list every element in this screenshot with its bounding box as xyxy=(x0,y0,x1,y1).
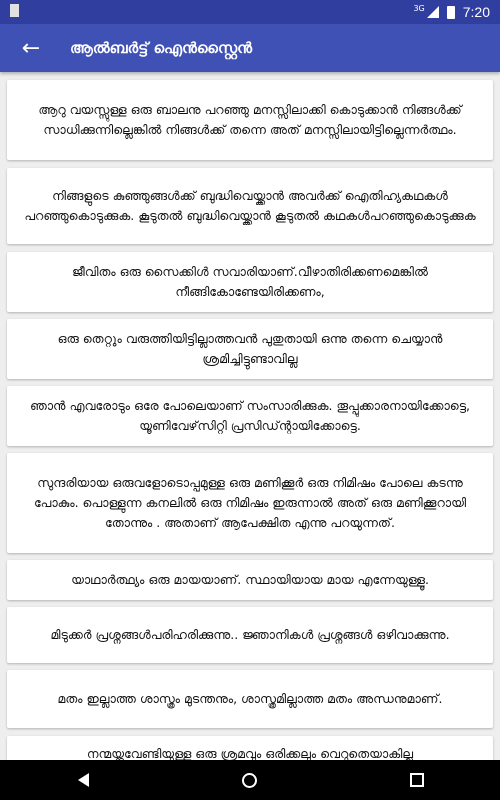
quote-card[interactable] xyxy=(7,453,493,553)
quote-card[interactable] xyxy=(7,80,493,160)
quote-text: നിങ്ങളുടെ കുഞ്ഞുങ്ങൾക്ക് ബുദ്ധിവെയ്ക്കാൻ അവർക്ക് ഐതിഹ്യകഥകൾ പറഞ്ഞുകൊടുക്കുക. കൂടുതൽ ബുദ്ധിവെയ്ക്കാൻ കൂടുതൽ കഥകൾപറഞ്ഞുകൊടുക്കുക xyxy=(24,188,476,223)
quote-text: യാഥാർത്ഥ്യം ഒരു മായയാണ്. സ്ഥായിയായ മായ എന്നേയുള്ളൂ. xyxy=(71,572,429,587)
recents-nav-button[interactable] xyxy=(397,760,437,800)
clock: 7:20 xyxy=(462,4,490,20)
quote-card[interactable] xyxy=(7,252,493,312)
quote-card[interactable] xyxy=(7,168,493,244)
quote-card[interactable] xyxy=(7,607,493,663)
quote-text: മതം ഇല്ലാത്ത ശാസ്ത്രം മുടന്തനും, ശാസ്ത്രമില്ലാത്ത മതം അന്ധനുമാണ്. xyxy=(57,691,443,706)
navigation-bar xyxy=(0,760,500,800)
quote-card[interactable] xyxy=(7,736,493,760)
quote-card[interactable] xyxy=(7,319,493,379)
sd-card-icon xyxy=(10,4,19,17)
back-triangle-icon xyxy=(78,773,89,787)
status-bar xyxy=(0,0,500,24)
network-type: 3G xyxy=(413,3,425,13)
battery-icon xyxy=(447,6,455,19)
signal-icon xyxy=(427,6,439,18)
page-title: ആൽബർട്ട് ഐൻസ്റ്റൈൻ xyxy=(70,39,253,57)
quote-text: ആറു വയസ്സുള്ള ഒരു ബാലനു പറഞ്ഞു മനസ്സിലാക്കി കൊടുക്കാൻ നിങ്ങൾക്ക് സാധിക്കുന്നില്ലെങ്കിൽ നിങ്ങൾക്ക് തന്നെ അത് മനസ്സിലായിട്ടില്ലെന്നർത്ഥം. xyxy=(38,102,462,137)
quote-card[interactable] xyxy=(7,560,493,600)
arrow-left-icon[interactable]: ← xyxy=(21,35,41,61)
home-nav-button[interactable] xyxy=(230,760,270,800)
home-circle-icon xyxy=(242,773,257,788)
quote-list[interactable] xyxy=(0,72,500,760)
quote-text: ജീവിതം ഒരു സൈക്കിൾ സവാരിയാണ്.വീഴാതിരിക്കണമെങ്കിൽ നീങ്ങികോണ്ടേയിരിക്കണം, xyxy=(72,264,428,299)
quote-text: ഞാൻ എവരോടും ഒരേ പോലെയാണ് സംസാരിക്കുക. തൂപ്പുക്കാരനായിക്കോട്ടെ, യൂണിവേഴ്‌സിറ്റി പ്രസിഡ്ന്റായിക്കോട്ടെ. xyxy=(29,398,471,433)
quote-text: സുന്ദരിയായ ഒരുവളോടൊപ്പമുള്ള ഒരു മണിക്കൂർ ഒരു നിമിഷം പോലെ കടന്നു പോകും. പൊള്ളുന്ന കനലിൽ ഒരു നിമിഷം ഇരുന്നാൽ അത് ഒരു മണിക്കൂറായി തോന്നും . അതാണ് ആപേക്ഷിത എന്നു പറയുന്നത്. xyxy=(33,475,467,530)
quote-text: നന്മയ്ക്കുവേണ്ടിയുള്ള ഒരു ശ്രമവും ഒരിക്കലും വെറുതെയാകില്ല xyxy=(86,746,414,760)
app-bar xyxy=(0,24,500,72)
back-nav-button[interactable] xyxy=(63,760,103,800)
quote-card[interactable] xyxy=(7,670,493,728)
recents-square-icon xyxy=(410,773,424,787)
quote-card[interactable] xyxy=(7,386,493,446)
quote-text: ഒരു തെറ്റും വരുത്തിയിട്ടില്ലാത്തവൻ പുതുതായി ഒന്നു തന്നെ ചെയ്യാൻ ശ്രമിച്ചിട്ടുണ്ടാവില്ല xyxy=(57,331,443,366)
quote-text: മിടുക്കർ പ്രശ്നങ്ങൾപരിഹരിക്കുന്നു.. ജ്ഞാനികൾ പ്രശ്നങ്ങൾ ഒഴിവാക്കുന്നു. xyxy=(50,627,450,642)
